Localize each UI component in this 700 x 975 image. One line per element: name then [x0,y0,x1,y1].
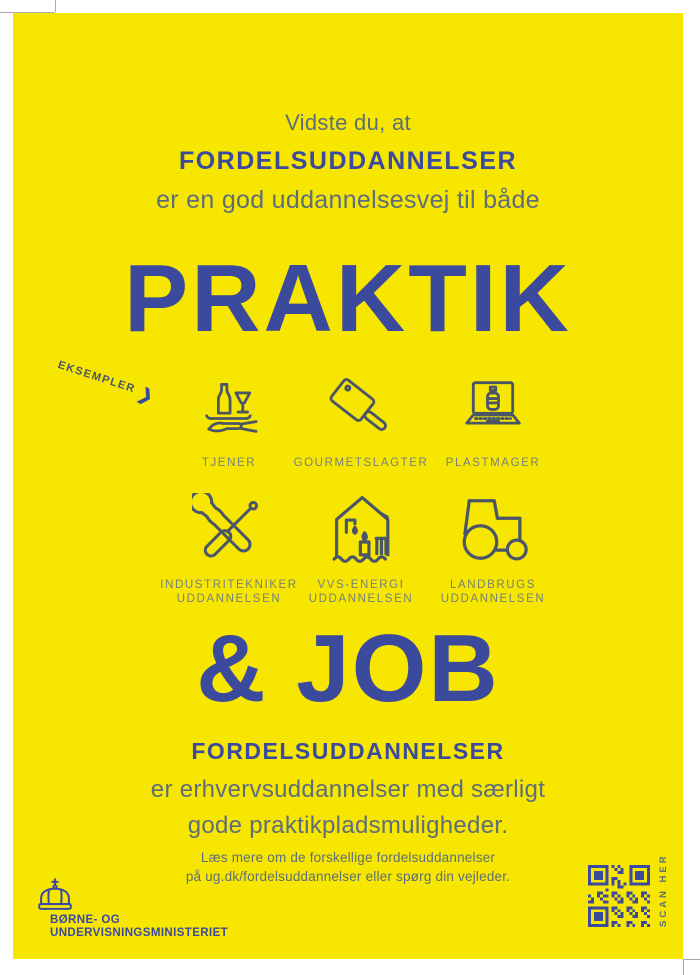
example-label: TJENER [201,457,257,469]
examples-row-2 [160,487,559,606]
house-plumbing-icon [322,487,400,567]
note-line-1: Læs mere om de forskellige fordelsuddannelser [200,850,496,865]
example-label: LANDBRUGS [450,579,536,591]
crop-mark-bottom-right-h [683,959,700,960]
meat-cleaver-icon [326,373,396,445]
chevron-right-icon: ❯ [135,383,159,409]
example-label: GOURMETSLAGTER [293,457,429,469]
outro-block [13,738,683,840]
example-label-2: UDDANNELSEN [440,593,546,605]
ministry-wordmark [50,914,228,939]
wrench-screwdriver-icon [192,487,266,567]
eksempler-callout [56,359,159,409]
example-label: PLASTMAGER [445,457,541,469]
example-plastmager [427,373,559,470]
waiter-tray-icon [195,373,263,445]
intro-line-2: FORDELSUDDANNELSER [178,147,518,175]
scan-her-label: SCAN HER [658,853,669,927]
tractor-icon [453,487,533,567]
note-line-2: på ug.dk/fordelsuddannelser eller spørg din vejleder. [185,869,511,884]
qr-code [588,865,650,927]
crown-logo-icon [33,877,77,917]
example-gourmetslagter [295,373,427,470]
example-label-2: UDDANNELSEN [176,593,282,605]
intro-block [13,110,683,215]
example-landbrugs [427,487,559,606]
crop-mark-bottom-right-v [683,959,684,975]
intro-line-1: Vidste du, at [285,110,411,135]
example-label: VVS-ENERGI [317,579,405,591]
eksempler-label: EKSEMPLER [56,359,138,396]
outro-line-2: er erhvervsuddannelser med særligt [150,776,546,803]
intro-line-3: er en god uddannelsesvej til både [156,186,540,214]
example-label: INDUSTRITEKNIKER [160,579,298,591]
outro-line-3: gode praktikpladsmuligheder. [187,812,509,839]
headline-praktik: PRAKTIK [124,245,572,352]
example-vvs-energi [295,487,427,606]
ministry-line-1: BØRNE- OG [50,914,121,926]
laptop-bottle-icon [458,373,528,445]
yellow-sheet [13,13,683,959]
example-label-2: UDDANNELSEN [308,593,414,605]
headline-job: & JOB [196,615,500,722]
example-tjener [163,373,295,470]
example-industritekniker [160,487,298,606]
ministry-line-2: UNDERVISNINGSMINISTERIET [50,926,229,939]
outro-line-1: FORDELSUDDANNELSER [191,738,505,764]
crop-mark-top-left-v [55,0,56,12]
note-block [13,848,683,886]
examples-row-1 [163,373,559,470]
